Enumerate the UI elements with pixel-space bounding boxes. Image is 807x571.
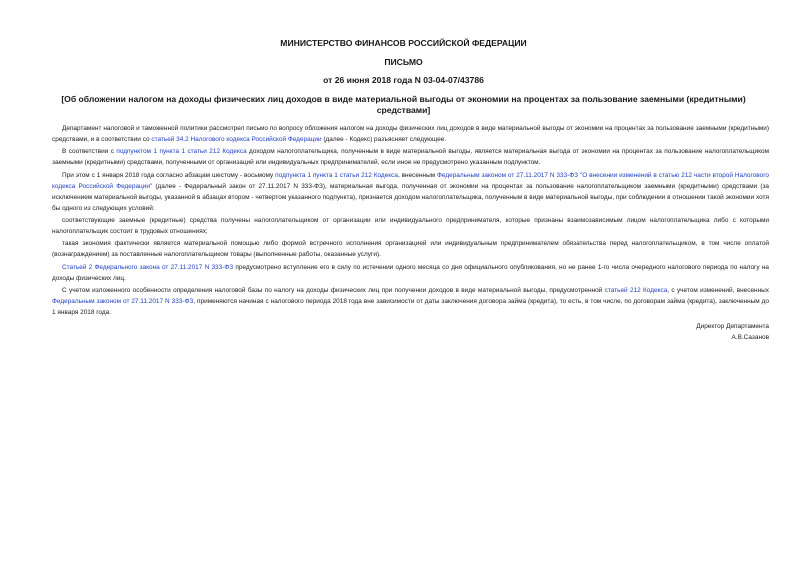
paragraph-text: , с учетом изменений, внесенных	[667, 287, 769, 295]
link-article-212-sub1-b[interactable]: подпункта 1 пункта 1 статьи 212 Кодекса	[275, 171, 398, 179]
paragraph-text: , внесенным	[397, 171, 438, 179]
link-article-212[interactable]: статьей 212 Кодекса	[604, 287, 668, 295]
paragraph-text: , применяются начиная с налогового периода 2018 года вне зависимости от даты заключения договора займа (кредита), то есть, в том числе, по договорам займа (кредита), заключенным до 1 января 2018 года.	[52, 298, 769, 317]
paragraph-2	[52, 147, 769, 169]
link-federal-law-333[interactable]: Федеральным законом от 27.11.2017 N 333-ФЗ "О внесении изменений в статью 212 части второй Налогового кодекса Российской Федерации"	[52, 171, 769, 190]
paragraph-text: Департамент налоговой и таможенной политики рассмотрел письмо по вопросу обложения налогом на доходы физических лиц доходов в виде материальной выгоды от экономии на процентах за пользование заемными (кредитными) средствами, и в соответствии со	[52, 125, 769, 143]
document-date-number: от 26 июня 2018 года N 03-04-07/43786	[323, 75, 484, 85]
signature-name: А.В.Сазанов	[731, 333, 769, 341]
paragraph-text: (далее - Кодекс) разъясняет следующее.	[321, 135, 447, 143]
paragraph-text: С учетом изложенного особенности определения налоговой базы по налогу на доходы физических лиц при получении доходов в виде материальной выгоды, предусмотренной	[62, 287, 605, 295]
paragraph-4: соответствующие заемные (кредитные) средства получены налогоплательщиком от организации или индивидуального предпринимателя, которые признаны взаимозависимым лицом налогоплательщика либо с которыми налогоплательщик состоит в трудовых отношениях;	[52, 217, 769, 235]
link-article-34-2[interactable]: статьей 34.2 Налогового кодекса Российской Федерации	[151, 135, 322, 143]
ministry-title: МИНИСТЕРСТВО ФИНАНСОВ РОССИЙСКОЙ ФЕДЕРАЦИИ	[280, 38, 527, 48]
link-article-212-sub1[interactable]: подпунктом 1 пункта 1 статьи 212 Кодекса	[116, 148, 247, 156]
document-type: ПИСЬМО	[384, 57, 423, 67]
document-subject: [Об обложении налогом на доходы физических лиц доходов в виде материальной выгоды от экономии на процентах за пользование заемными (кредитными) средствами]	[61, 94, 746, 115]
paragraph-6	[52, 263, 769, 285]
paragraph-text: В соответствии с	[62, 148, 117, 156]
paragraph-text: При этом с 1 января 2018 года согласно абзацам шестому - восьмому	[62, 171, 276, 179]
document-body	[52, 124, 769, 344]
paragraph-text: доходом налогоплательщика, полученным в виде материальной выгоды, является материальная выгода от экономии на процентах за пользование налогоплательщиком заемными (кредитными) средствами, полученными от организаций или индивидуальных предпринимателей, если иное не предусмотрено указанным подпунктом.	[52, 148, 769, 167]
paragraph-3	[52, 171, 769, 215]
paragraph-text: (далее - Федеральный закон от 27.11.2017 N 333-ФЗ), материальная выгода, полученная от экономии на процентах за пользование налогоплательщиком заемными (кредитными) средствами (за исключением материальной выгоды, указанной в абзацах втором - четвертом указанного подпункта), признается доходом налогоплательщика, полученным в виде материальной выгоды, при соблюдении в отношении такой экономии хотя бы одного из следующих условий:	[52, 182, 769, 212]
paragraph-1	[52, 124, 769, 146]
link-article-2-law-333[interactable]: Статьей 2 Федерального закона от 27.11.2017 N 333-ФЗ	[62, 263, 234, 271]
signature-position: Директор Департамента	[696, 322, 769, 330]
paragraph-7	[52, 286, 769, 319]
paragraph-text: предусмотрено вступление его в силу по истечении одного месяца со дня официального опубликования, но не ранее 1-го числа очередного налогового периода по налогу на доходы физических лиц.	[52, 263, 769, 282]
paragraph-5: такая экономия фактически является материальной помощью либо формой встречного исполнения организацией или индивидуальным предпринимателем обязательства перед налогоплательщиком, в том числе оплатой (вознаграждением) за поставленные налогоплательщиком товары (выполненные работы, оказанные услуги).	[52, 240, 769, 259]
link-federal-law-333-b[interactable]: Федеральным законом от 27.11.2017 N 333-ФЗ	[52, 298, 194, 306]
